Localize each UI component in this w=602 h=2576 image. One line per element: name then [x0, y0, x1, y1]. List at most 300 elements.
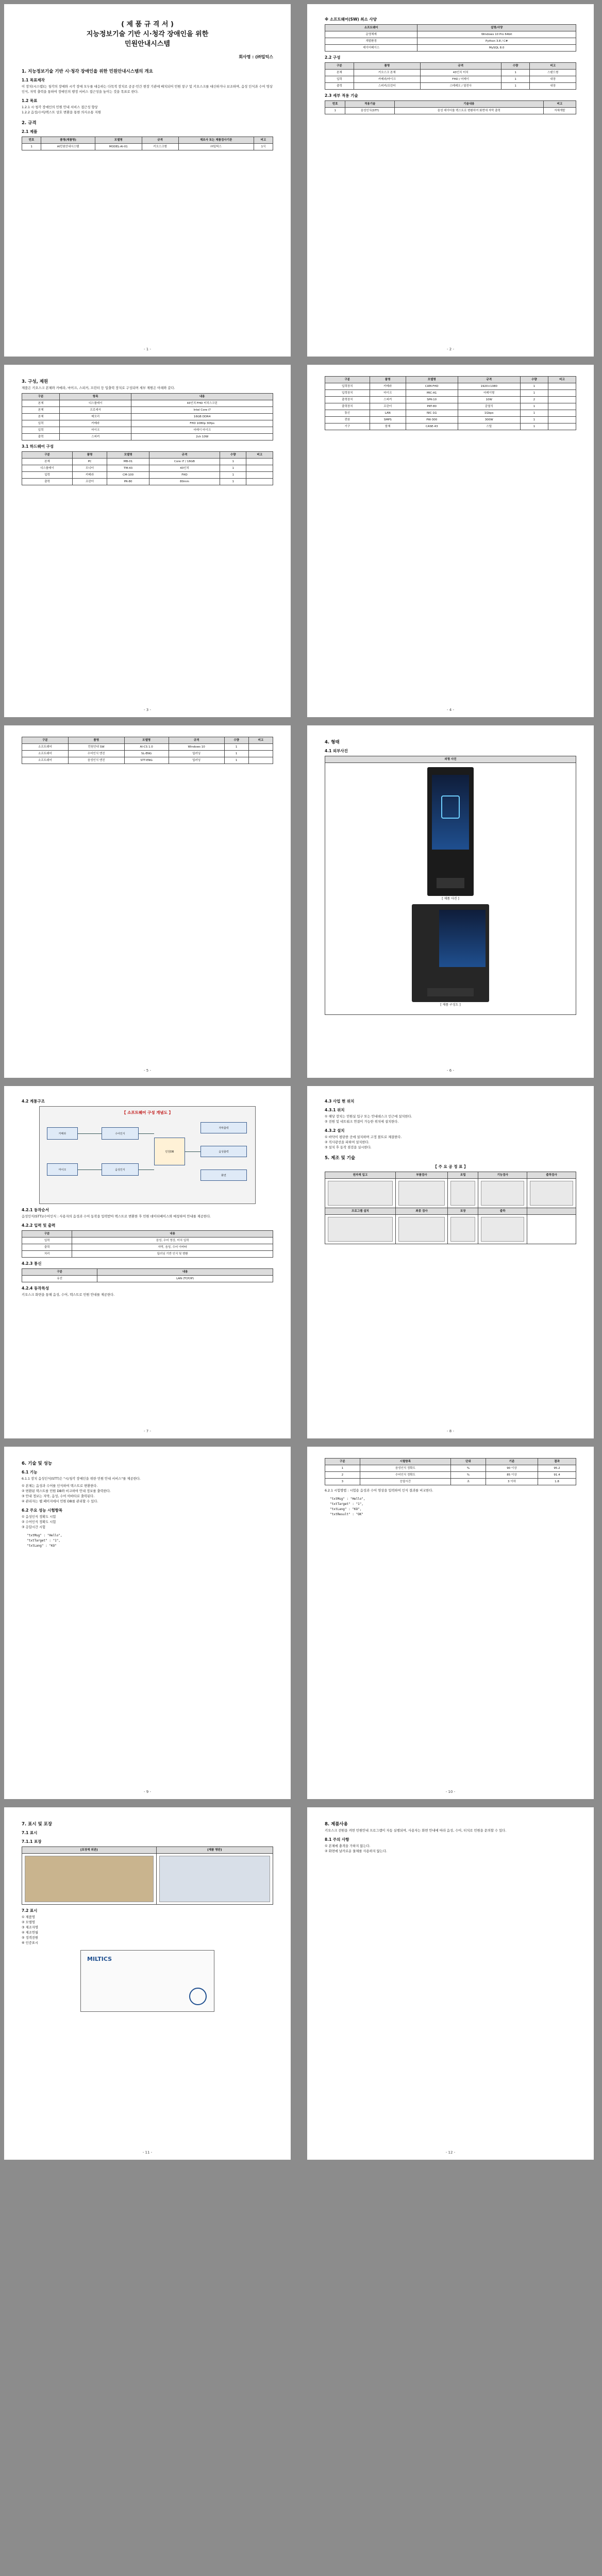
- table-header-cell: 모델명: [107, 452, 149, 459]
- table-header-cell: 번호: [22, 137, 41, 144]
- system-diagram: [39, 1106, 256, 1204]
- section-3-1: 3.1 하드웨어 구성: [22, 444, 54, 449]
- process-image: [398, 1181, 445, 1206]
- block-mic: 마이크: [47, 1163, 78, 1176]
- table-cell: 입력: [325, 76, 354, 83]
- table-cell: 2ch 10W: [131, 434, 273, 440]
- section-1-2: 1.2 목표: [22, 98, 38, 103]
- section-2-3: 2.3 세부 적용 기술: [325, 93, 358, 98]
- nameplate-image: [159, 1856, 270, 1902]
- section-8-text: 키오스크 전원을 켜면 민원안내 프로그램이 자동 실행되며, 사용자는 화면 안내에 따라 음성, 수어, 터치로 민원을 문의할 수 있다.: [325, 1829, 507, 1833]
- page-number: - 11 -: [142, 2150, 153, 2155]
- table-cell: 출력: [22, 434, 60, 440]
- table-cell: NIC-1G: [406, 410, 458, 417]
- page-7: [4, 1086, 291, 1438]
- table-header-cell: 제조사 또는 제품검사기관: [178, 137, 254, 144]
- process-image: [530, 1181, 573, 1206]
- process-image: [450, 1217, 475, 1242]
- table-cell: 카메라: [60, 420, 131, 427]
- block-caption-output: 자막출력: [200, 1122, 247, 1133]
- packaging-photo-table: [22, 1846, 273, 1905]
- table-cell: 운영체제: [325, 31, 417, 38]
- table-cell: [548, 417, 576, 423]
- table-row: [22, 414, 273, 420]
- table-cell: 디스플레이: [22, 465, 73, 472]
- table-cell: AI민원안내시스템: [41, 144, 95, 150]
- process-step: 원자재 입고: [325, 1172, 396, 1179]
- table-header-cell: 수량: [220, 452, 246, 459]
- tech-table: [325, 100, 576, 114]
- table-cell: [246, 459, 273, 465]
- table-header-cell: 구분: [325, 1459, 360, 1465]
- process-image: [328, 1217, 393, 1242]
- table-cell: 본체: [325, 70, 354, 76]
- caption-product-photo: [ 제품 사진 ]: [442, 897, 459, 901]
- section-7-1-1: 7.1.1 포장: [22, 1839, 42, 1844]
- table-cell: 소프트웨어: [22, 744, 69, 751]
- table-cell: [248, 757, 273, 764]
- process-step: 프로그램 설치: [325, 1208, 396, 1215]
- code-block: "txtMsg" : "Hello", "txtTarget" : "1", "txtLang" : "KO": [27, 1534, 62, 1548]
- table-cell: 딥러닝: [169, 757, 224, 764]
- table-cell: SPK-10: [406, 397, 458, 403]
- table-cell: 1: [325, 1465, 360, 1472]
- table-header-cell: 단위: [451, 1459, 486, 1465]
- sw-box-title: ※ 소프트웨어(SW) 최소 사양: [325, 17, 377, 22]
- brand-logo: MILTICS: [87, 1956, 112, 1962]
- table-header-cell: 결과: [538, 1459, 576, 1465]
- process-step: 포장: [448, 1208, 478, 1215]
- table-row: [22, 459, 273, 465]
- section-4-1: 4.1 외부사진: [325, 749, 348, 753]
- table-cell: CASE-43: [406, 423, 458, 430]
- page-1: [4, 4, 291, 357]
- table-cell: 출력장치: [325, 403, 370, 410]
- table-row: [22, 1276, 273, 1282]
- table-cell: 키오스크형: [142, 144, 178, 150]
- block-screen: 화면: [200, 1170, 247, 1181]
- page-8: [307, 1086, 594, 1438]
- table-header-cell: 비고: [254, 137, 273, 144]
- section-4-3-1-text: ① 해당 장치는 민원실 입구 또는 안내데스크 인근에 설치한다. ② 전원 및 네트워크 연결이 가능한 위치에 설치한다.: [325, 1115, 412, 1124]
- table-row: [22, 744, 273, 751]
- table-cell: 딥러닝 기반 인식 및 변환: [72, 1251, 273, 1258]
- table-cell: 1: [220, 479, 246, 485]
- section-4-2-3: 4.2.3 통신: [22, 1261, 42, 1266]
- page-number: - 12 -: [445, 2150, 456, 2155]
- table-cell: [548, 390, 576, 397]
- page-12: [307, 1807, 594, 2160]
- table-cell: 1: [220, 465, 246, 472]
- section-6-1-list: ① 본체는 음성과 수어를 인식하여 텍스트로 변환한다. ② 변환된 텍스트를 민원 DB와 비교하여 안내 정보를 출력한다. ③ 안내 정보는 자막, 음성, 수어 아바타로 출력된다. ④ 관리자는 웹 페이지에서 민원 DB를 관리할 수 있다.: [22, 1484, 111, 1503]
- table-cell: 1: [224, 751, 248, 757]
- table-row: [325, 31, 576, 38]
- section-4-3-2: 4.3.2 설치: [325, 1128, 345, 1133]
- table-header-cell: 품명: [73, 452, 107, 459]
- hw2-table: [325, 376, 576, 430]
- section-8: 8. 제품사용: [325, 1822, 348, 1827]
- table-cell: 1식: [254, 144, 273, 150]
- table-cell: 소프트웨어: [22, 751, 69, 757]
- block-voice-output: 음성출력: [200, 1146, 247, 1157]
- table-cell: 응답시간: [360, 1479, 450, 1485]
- table-cell: 프린터: [370, 403, 406, 410]
- table-header-cell: 규격: [458, 377, 520, 383]
- table-cell: 입력장치: [325, 383, 370, 390]
- table-cell: 300W: [458, 417, 520, 423]
- section-8-1: 8.1 주의 사항: [325, 1837, 349, 1842]
- table-header-cell: 적용기술: [345, 101, 394, 108]
- section-3-text: 제품은 키오스크 본체와 카메라, 마이크, 스피커, 프린터 등 입출력 장치로 구성되며 세부 제원은 아래와 같다.: [22, 386, 175, 390]
- process-step: 조립: [448, 1172, 478, 1179]
- table-cell: 3 이하: [486, 1479, 538, 1485]
- table-row: [325, 390, 576, 397]
- table-header-cell: 비고: [543, 101, 576, 108]
- section-4-3: 4.3 사업 현 위치: [325, 1099, 355, 1104]
- process-step: 기능검사: [478, 1172, 527, 1179]
- table-cell: 음성, 수어 영상, 터치 입력: [72, 1238, 273, 1244]
- table-cell: SMPS: [370, 417, 406, 423]
- process-table-title: 【 주 요 공 정 표 】: [433, 1164, 468, 1169]
- table-cell: 본체: [22, 414, 60, 420]
- table-cell: CAM-FHD: [406, 383, 458, 390]
- table-cell: 자막, 음성, 수어 아바타: [72, 1244, 273, 1251]
- table-header-cell: 품명: [68, 737, 124, 744]
- table-cell: 스틸: [458, 423, 520, 430]
- section-6-2: 6.2 주요 성능 시험항목: [22, 1508, 63, 1513]
- table-cell: 스탠드형: [530, 70, 576, 76]
- table-cell: 1: [520, 383, 548, 390]
- sw-table: [325, 24, 576, 52]
- table-cell: STT-ENG: [124, 757, 169, 764]
- process-step: 출하검사: [527, 1172, 576, 1179]
- table-cell: 음성인식 정확도: [360, 1465, 450, 1472]
- table-cell: Windows 10: [169, 744, 224, 751]
- table-header-cell: 항목: [60, 394, 131, 400]
- table-row: [325, 1472, 576, 1479]
- table-cell: 음성인식(STT): [345, 108, 394, 114]
- table-cell: 1: [520, 390, 548, 397]
- section-5: 5. 제조 및 기술: [325, 1156, 356, 1161]
- table-cell: 출력: [22, 1244, 72, 1251]
- table-cell: MySQL 8.0: [417, 45, 576, 52]
- section-6-2-1-text: 6.2.1 시험방법 : 시험용 음성과 수어 영상을 입력하여 인식 결과를 비교한다.: [325, 1489, 433, 1493]
- section-6-1-text: 6.1.1 장치 음성인식(STT)은 "시/청각 장애인을 위한 민원 안내 서비스"를 제공한다.: [22, 1477, 141, 1481]
- table-row: [22, 751, 273, 757]
- table-header-cell: 비고: [246, 452, 273, 459]
- table-row: [325, 1479, 576, 1485]
- table-row: [22, 420, 273, 427]
- spec-table: [22, 393, 273, 440]
- table-header-cell: 내용: [72, 1231, 273, 1238]
- page-number: - 7 -: [144, 1429, 151, 1433]
- table-cell: FHD 1080p 30fps: [131, 420, 273, 427]
- table-header-cell: 규격: [142, 137, 178, 144]
- caption-product-diagram: [ 제품 구성도 ]: [440, 1003, 461, 1007]
- table-cell: %: [451, 1465, 486, 1472]
- table-cell: LAN (TCP/IP): [97, 1276, 273, 1282]
- table-cell: 43인치 FHD 터치스크린: [131, 400, 273, 407]
- table-cell: 카메라: [73, 472, 107, 479]
- table-cell: 수어인식 정확도: [360, 1472, 450, 1479]
- kc-mark-icon: [189, 1988, 207, 2005]
- table-cell: 데이터베이스: [325, 45, 417, 52]
- table-row: [325, 1465, 576, 1472]
- section-6: 6. 기술 및 성능: [22, 1461, 53, 1466]
- process-image: [328, 1181, 393, 1206]
- section-4-3-2-text: ① 바닥이 평탄한 곳에 설치하며 고정 볼트로 체결한다. ② 직사광선을 피하여 설치한다. ③ 설치 후 동작 점검을 실시한다.: [325, 1136, 402, 1149]
- kiosk-side-image: [412, 904, 489, 1002]
- table-cell: 출력: [22, 479, 73, 485]
- table-header-cell: 내용: [131, 394, 273, 400]
- section-8-1-text: ① 본체에 충격을 가하지 않는다. ② 화면에 날카로운 물체를 사용하지 않는다.: [325, 1844, 388, 1853]
- table-cell: 본체: [22, 407, 60, 414]
- section-7-1: 7.1 표시: [22, 1831, 38, 1835]
- performance-table: [325, 1458, 576, 1485]
- table-cell: 1: [520, 423, 548, 430]
- table-cell: Python 3.8 / C#: [417, 38, 576, 45]
- code-block: "txtMsg" : "Hello", "txtTarget" : "1", "txtLang" : "KO", "txtResult" : "OK": [330, 1497, 365, 1516]
- table-cell: Core i7 / 16GB: [149, 459, 220, 465]
- table-cell: 마이크: [60, 427, 131, 434]
- process-image: [450, 1181, 475, 1206]
- table-cell: 출력: [325, 83, 354, 90]
- table-cell: PC: [73, 459, 107, 465]
- page-10: [307, 1447, 594, 1799]
- table-header-cell: 수량: [501, 63, 530, 70]
- table-cell: 1.8: [538, 1479, 576, 1485]
- table-header-cell: 수량: [224, 737, 248, 744]
- table-cell: 43인치: [149, 465, 220, 472]
- block-db: 민원DB: [154, 1138, 185, 1165]
- page-number: - 8 -: [447, 1429, 454, 1433]
- page-number: - 9 -: [144, 1790, 151, 1794]
- hw3-table: [22, 737, 273, 764]
- table-cell: 키오스크 본체: [354, 70, 420, 76]
- table-cell: PR-80: [107, 479, 149, 485]
- table-cell: ㈜밀틱스: [178, 144, 254, 150]
- table-row: [22, 400, 273, 407]
- table-cell: 자체개발: [543, 108, 576, 114]
- table-cell: 3: [325, 1479, 360, 1485]
- table-header-cell: 규격: [149, 452, 220, 459]
- section-4-3-1: 4.3.1 위치: [325, 1108, 345, 1112]
- page-3: [4, 365, 291, 717]
- table-row: [22, 757, 273, 764]
- table-header-cell: 시험항목: [360, 1459, 450, 1465]
- section-2: 2. 규격: [22, 121, 37, 126]
- section-4-2-2: 4.2.2 입력 및 출력: [22, 1223, 56, 1228]
- table-cell: 어레이 마이크: [131, 427, 273, 434]
- process-table: [325, 1172, 576, 1244]
- table-header-cell: 기준: [486, 1459, 538, 1465]
- table-row: [325, 83, 576, 90]
- table-cell: 본체: [22, 459, 73, 465]
- table-cell: 43인치 터치: [420, 70, 501, 76]
- page-9: [4, 1447, 291, 1799]
- table-cell: 1920×1080: [458, 383, 520, 390]
- process-step: 부품검사: [395, 1172, 447, 1179]
- table-cell: 기구: [325, 423, 370, 430]
- table-header-cell: 모델명: [95, 137, 142, 144]
- section-4-2: 4.2 계통구조: [22, 1099, 45, 1104]
- table-cell: PRT-80: [406, 403, 458, 410]
- table-cell: 내장: [530, 76, 576, 83]
- table-cell: 16GB DDR4: [131, 414, 273, 420]
- table-header-cell: 구분: [22, 1231, 72, 1238]
- kiosk-front-image: [427, 767, 474, 896]
- photo-a-label: [포장재 외관]: [22, 1847, 157, 1854]
- table-header-cell: 구분: [22, 737, 69, 744]
- table-cell: MB-01: [107, 459, 149, 465]
- page-number: - 6 -: [447, 1069, 454, 1073]
- page-11: [4, 1807, 291, 2160]
- table-cell: 출력장치: [325, 397, 370, 403]
- block-camera: 카메라: [47, 1127, 78, 1140]
- page-number: - 4 -: [447, 708, 454, 712]
- table-header-cell: 구분: [22, 452, 73, 459]
- table-header-cell: 모델명: [124, 737, 169, 744]
- table-cell: 90 이상: [486, 1465, 538, 1472]
- table-header-cell: 구분: [22, 394, 60, 400]
- table-cell: 스피커: [60, 434, 131, 440]
- table-cell: 1: [501, 70, 530, 76]
- table-cell: 입력: [22, 420, 60, 427]
- packaging-image: [25, 1856, 154, 1902]
- table-header-cell: 비고: [548, 377, 576, 383]
- table-header-cell: 모델명: [406, 377, 458, 383]
- table-cell: 소프트웨어: [22, 757, 69, 764]
- section-4-2-1-text: 음성인식(STT)/수어인식 : 사용자의 음성과 수어 동작을 입력받아 텍스트로 변환한 후 민원 데이터베이스와 매칭하여 안내를 제공한다.: [22, 1215, 211, 1218]
- table-header-cell: 구분: [325, 63, 354, 70]
- table-cell: SL-ENG: [124, 751, 169, 757]
- table-cell: 어레이형: [458, 390, 520, 397]
- table-row: [325, 410, 576, 417]
- table-cell: 함체: [370, 423, 406, 430]
- page-4: [307, 365, 594, 717]
- table-cell: 1: [501, 76, 530, 83]
- doc-title-3: 민원안내시스템: [125, 40, 170, 48]
- block-sign-recognition: 수어인식: [102, 1127, 139, 1140]
- table-cell: 스피커: [370, 397, 406, 403]
- section-6-2-text: ① 음성인식 정확도 시험 ② 수어인식 정확도 시험 ③ 응답시간 시험: [22, 1515, 56, 1529]
- table-cell: [548, 423, 576, 430]
- table-row: [22, 1244, 273, 1251]
- table-header-cell: 수량: [520, 377, 548, 383]
- table-cell: 1: [520, 410, 548, 417]
- process-image: [481, 1217, 524, 1242]
- table-cell: 1: [325, 108, 345, 114]
- table-cell: 10W: [458, 397, 520, 403]
- table-cell: Intel Core i7: [131, 407, 273, 414]
- table-cell: 85 이상: [486, 1472, 538, 1479]
- section-3: 3. 구성, 제원: [22, 379, 48, 384]
- table-cell: 1: [501, 83, 530, 90]
- section-4-2-1: 4.2.1 동작순서: [22, 1208, 49, 1212]
- section-1-1-text: 이 장치(시스템)는 청각의 장애와 시각 장애 모두를 대응하는 다목적 장치로 공공·민간 현장 기관에 배치되어 민원 창구 및 키오스크를 대신하거나 보조하며, 음성 인식과 수어 영상 인식, 자막 출력을 통하여 장애인의 행정 서비스 접근성을 높이는 것을 목표로 한다.: [22, 85, 273, 94]
- section-1-2-text: 1.2.1 시·청각 장애인의 민원 안내 서비스 접근성 향상 1.2.2 음성/수어/텍스트 상호 변환을 통한 의사소통 지원: [22, 106, 101, 114]
- doc-title-2: 지능정보기술 기반 시·청각 장애인을 위한: [86, 30, 209, 38]
- table-cell: 본체: [22, 400, 60, 407]
- doc-title-1: ( 제 품 규 격 서 ): [121, 21, 174, 28]
- comm-table: [22, 1268, 273, 1282]
- table-cell: 95.2: [538, 1465, 576, 1472]
- page-2: [307, 4, 594, 357]
- table-cell: 80mm: [149, 479, 220, 485]
- author: 회사명 : (㈜밀틱스: [239, 55, 273, 59]
- table-cell: [548, 410, 576, 417]
- table-cell: 스피커/프린터: [354, 83, 420, 90]
- process-image: [398, 1217, 445, 1242]
- table-cell: MIC-A1: [406, 390, 458, 397]
- table-cell: AI-CS 1.0: [124, 744, 169, 751]
- table-cell: 1: [220, 472, 246, 479]
- table-cell: 민원안내 SW: [68, 744, 124, 751]
- table-row: [22, 465, 273, 472]
- page-number: - 3 -: [144, 708, 151, 712]
- table-cell: [548, 397, 576, 403]
- table-row: [22, 472, 273, 479]
- table-cell: 입력: [22, 1238, 72, 1244]
- block-speech-recognition: 음성인식: [102, 1163, 139, 1176]
- table-header-cell: 기술내용: [394, 101, 543, 108]
- table-header-cell: 품명: [354, 63, 420, 70]
- table-row: [325, 76, 576, 83]
- table-cell: 1: [520, 417, 548, 423]
- table-cell: FHD / 어레이: [420, 76, 501, 83]
- table-cell: 1Gbps: [458, 410, 520, 417]
- table-cell: 스테레오 / 열전사: [420, 83, 501, 90]
- table-row: [325, 45, 576, 52]
- product-table: [22, 137, 273, 150]
- table-header-cell: 번호: [325, 101, 345, 108]
- table-cell: %: [451, 1472, 486, 1479]
- table-cell: 입력: [22, 472, 73, 479]
- table-row: [22, 479, 273, 485]
- table-row: [325, 70, 576, 76]
- table-header-cell: 구분: [22, 1269, 97, 1276]
- table-cell: 유선: [22, 1276, 97, 1282]
- table-row: [22, 427, 273, 434]
- table-cell: 입력: [22, 427, 60, 434]
- table-cell: 카메라/마이크: [354, 76, 420, 83]
- table-cell: LAN: [370, 410, 406, 417]
- label-plate: [80, 1950, 214, 2012]
- process-image: [481, 1181, 524, 1206]
- table-row: [325, 403, 576, 410]
- table-row: [325, 108, 576, 114]
- table-header-cell: 내용: [97, 1269, 273, 1276]
- table-cell: 1: [224, 744, 248, 751]
- table-header-cell: 규격: [420, 63, 501, 70]
- table-cell: 2: [325, 1472, 360, 1479]
- table-cell: 91.4: [538, 1472, 576, 1479]
- io-table: [22, 1230, 273, 1258]
- page-number: - 2 -: [447, 347, 454, 351]
- table-cell: TM-43: [107, 465, 149, 472]
- page-number: - 1 -: [144, 347, 151, 351]
- table-cell: 프로세서: [60, 407, 131, 414]
- table-cell: CM-100: [107, 472, 149, 479]
- table-header-cell: 소프트웨어: [325, 25, 417, 31]
- process-step: 출하: [478, 1208, 527, 1215]
- table-cell: 1: [220, 459, 246, 465]
- table-cell: [248, 751, 273, 757]
- section-1-1: 1.1 목표제작: [22, 78, 45, 82]
- table-cell: 입력장치: [325, 390, 370, 397]
- table-row: [22, 1238, 273, 1244]
- table-cell: 2: [520, 397, 548, 403]
